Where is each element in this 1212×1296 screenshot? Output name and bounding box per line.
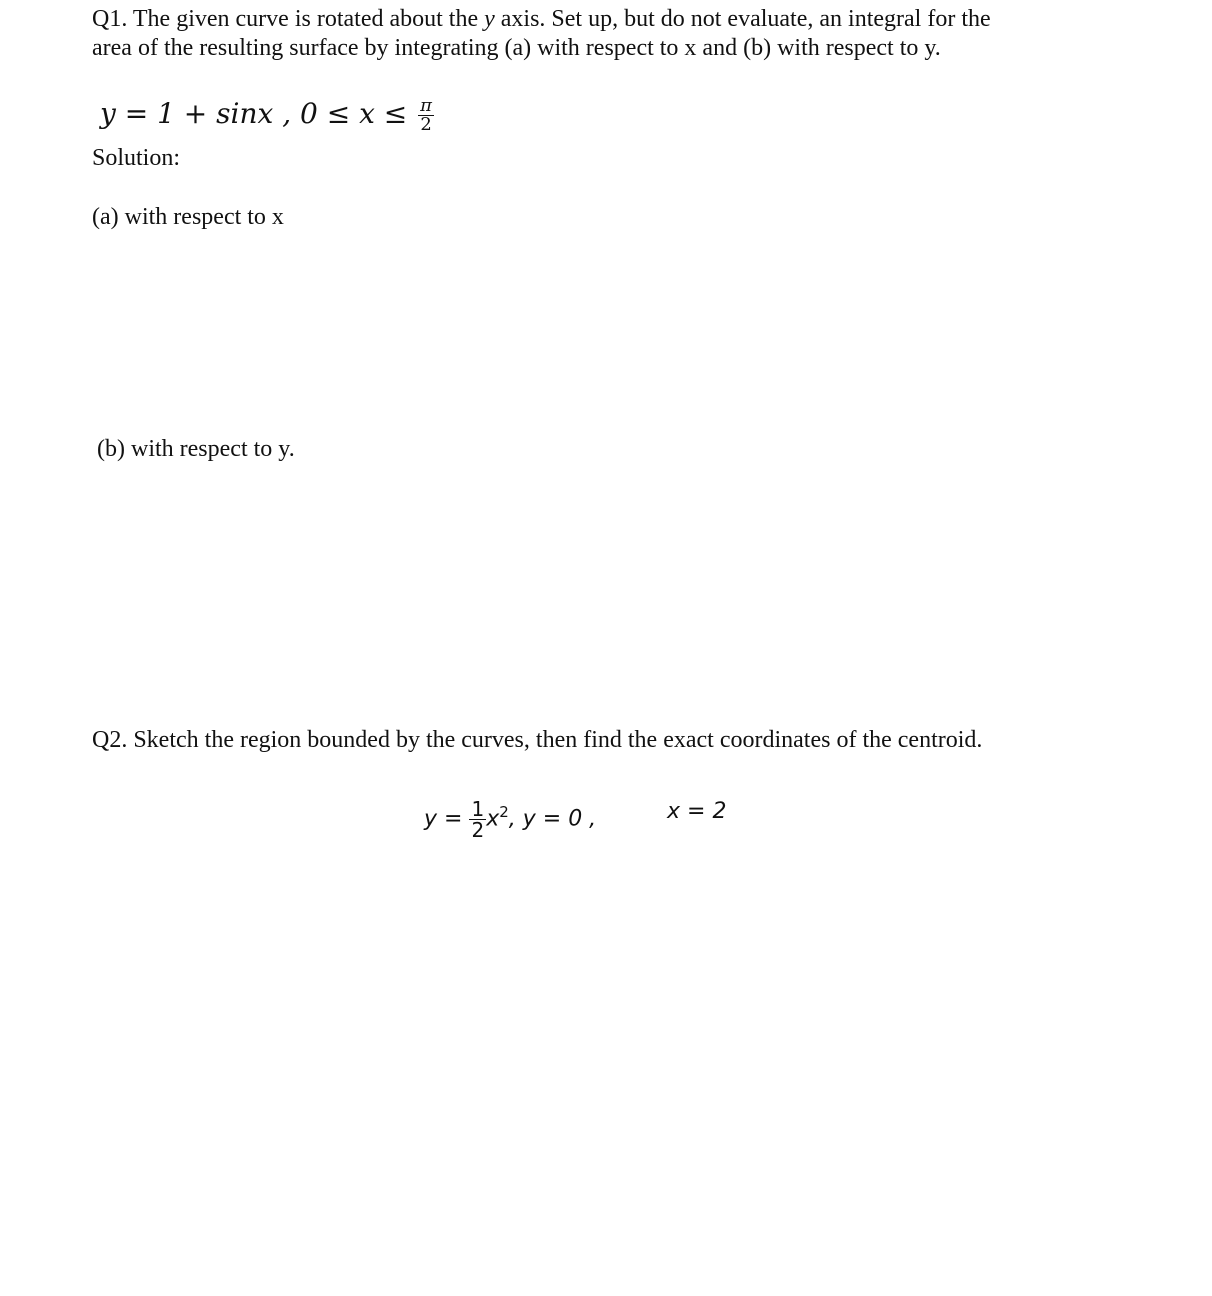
- q2-x-equals-2: x = 2: [667, 799, 727, 824]
- q1-question-line-1: [92, 4, 991, 34]
- q1-pi-over-2-fraction: [418, 97, 434, 134]
- fraction-denominator: 2: [471, 817, 485, 842]
- q1-question-line-2: area of the resulting surface by integrating (a) with respect to x and (b) with respect to y.: [92, 35, 941, 61]
- q2-x-variable: x: [486, 806, 500, 832]
- q2-equation: [424, 782, 596, 849]
- fraction-denominator: 2: [420, 114, 432, 135]
- q1-equation-body: y = 1 + sinx , 0 ≤ x ≤: [100, 97, 417, 130]
- q1-variable-y: y: [484, 6, 495, 32]
- solution-label: Solution:: [92, 145, 181, 171]
- part-b-label: (b) with respect to y.: [97, 436, 295, 462]
- q2-one-half-fraction: [469, 796, 486, 842]
- q1-text-part: axis. Set up, but do not evaluate, an integral for the: [494, 6, 991, 32]
- q1-text-part: Q1. The given curve is rotated about the: [92, 6, 485, 32]
- fraction-numerator: π: [420, 95, 432, 116]
- fraction-numerator: 1: [471, 796, 485, 821]
- q2-question: Q2. Sketch the region bounded by the curves, then find the exact coordinates of the centroid.: [92, 727, 983, 753]
- part-a-label: (a) with respect to x: [92, 204, 284, 230]
- q2-y-equals: y =: [424, 806, 470, 832]
- q2-exponent: 2: [499, 803, 509, 821]
- q2-y-zero: , y = 0 ,: [508, 806, 597, 832]
- q1-equation: [100, 92, 434, 136]
